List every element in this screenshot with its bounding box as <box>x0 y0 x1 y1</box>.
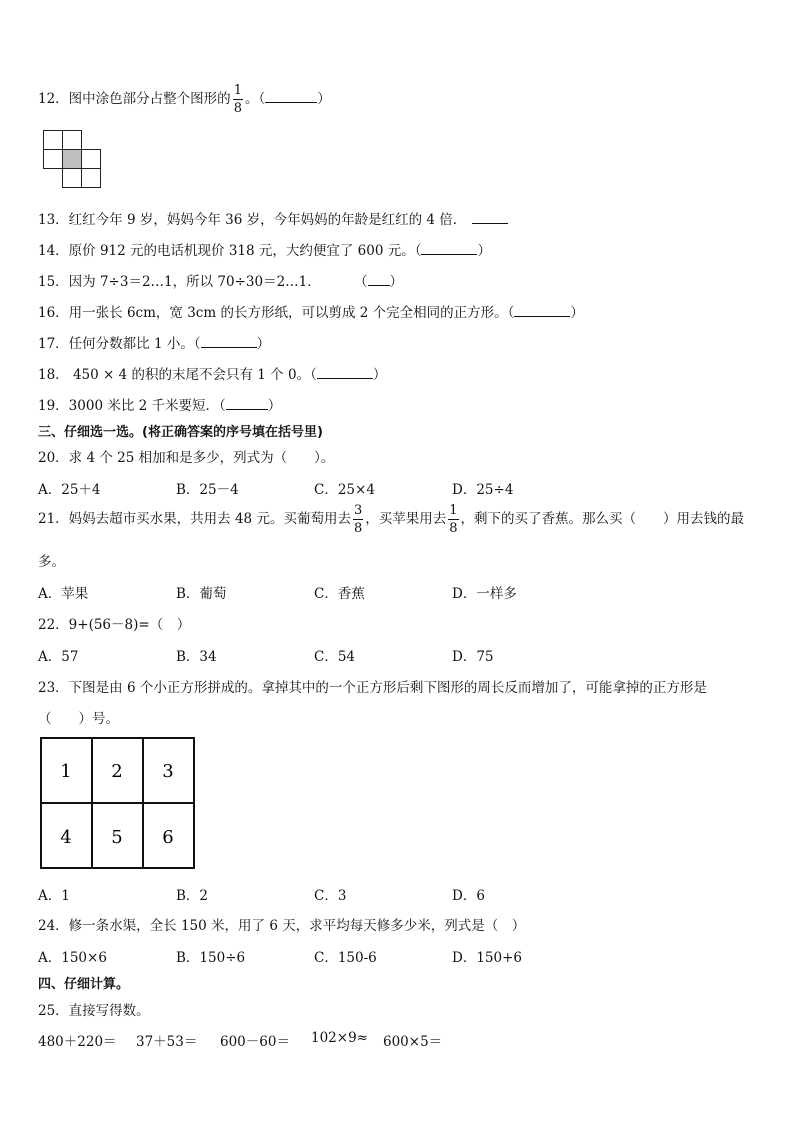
q23-six-squares-figure <box>40 737 196 871</box>
question-15 <box>38 270 403 290</box>
q20-option-b[interactable]: B．25－4 <box>176 482 239 498</box>
grid-square <box>44 150 63 169</box>
q25-item-3: 600－60＝ <box>220 1034 290 1050</box>
q24-option-d[interactable]: D．150+6 <box>452 950 522 966</box>
q25-item-2: 37＋53＝ <box>136 1034 198 1050</box>
fraction-denominator: 8 <box>449 521 458 536</box>
question-18-text: 18． 450 × 4 的积的末尾不会只有 1 个 0。（ <box>38 367 317 383</box>
q23-option-d[interactable]: D．6 <box>452 888 485 904</box>
q25-item-4: 102×9≈ <box>311 1030 368 1046</box>
question-21-line2: 多。 <box>38 554 65 570</box>
question-19-text: 19．3000 米比 2 千米要短．（ <box>38 398 226 414</box>
q21-option-a[interactable]: A．苹果 <box>38 586 89 602</box>
answer-blank[interactable] <box>226 397 268 410</box>
grid-square <box>82 150 101 169</box>
section-3-heading: 三、仔细选一选。(将正确答案的序号填在括号里) <box>38 425 323 440</box>
grid-square <box>63 169 82 188</box>
grid-square <box>63 131 82 150</box>
grid-square-shaded <box>63 150 82 169</box>
question-23: 23．下图是由 6 个小正方形拼成的。拿掉其中的一个正方形后剩下图形的周长反而增加了，可能拿掉的正方形是 <box>38 680 707 696</box>
square-label-6: 6 <box>162 827 174 848</box>
question-12-paren-open: 。（ <box>244 91 266 107</box>
q24-option-b[interactable]: B．150÷6 <box>176 950 246 966</box>
fraction-numerator: 1 <box>449 503 458 518</box>
question-17-paren-close: ） <box>256 336 271 352</box>
question-16-text: 16．用一张长 6cm，宽 3cm 的长方形纸，可以剪成 2 个完全相同的正方形。（ <box>38 305 515 321</box>
grid-square <box>44 131 63 150</box>
question-15-paren-open: （ <box>360 274 368 290</box>
q24-option-c[interactable]: C．150-6 <box>314 950 377 966</box>
question-19-paren-close: ） <box>267 398 282 414</box>
question-17-text: 17．任何分数都比 1 小。（ <box>38 336 201 352</box>
q24-option-a[interactable]: A．150×6 <box>38 950 107 966</box>
square-label-4: 4 <box>60 827 72 848</box>
answer-blank[interactable] <box>472 211 508 224</box>
q20-option-a[interactable]: A．25＋4 <box>38 482 101 498</box>
question-16-paren-close: ） <box>570 305 584 321</box>
q21-option-c[interactable]: C．香蕉 <box>314 586 365 602</box>
question-12-paren-close: ） <box>317 91 331 107</box>
square-label-1: 1 <box>60 761 72 782</box>
question-14 <box>38 239 491 259</box>
answer-blank[interactable] <box>317 366 373 379</box>
q23-option-b[interactable]: B．2 <box>176 888 209 904</box>
question-20: 20．求 4 个 25 相加和是多少，列式为（ ）。 <box>38 450 335 466</box>
q22-option-a[interactable]: A．57 <box>38 649 79 665</box>
fraction-one-eighth <box>233 84 243 115</box>
answer-blank[interactable] <box>201 335 257 348</box>
square-label-3: 3 <box>162 761 174 782</box>
question-15-paren-close: ） <box>389 274 404 290</box>
question-12-text: 12．图中涂色部分占整个图形的 <box>38 91 231 107</box>
question-19 <box>38 394 281 414</box>
q22-option-b[interactable]: B．34 <box>176 649 217 665</box>
q22-option-d[interactable]: D．75 <box>452 649 494 665</box>
fraction-one-eighth <box>448 504 458 535</box>
question-23-line2: （ ）号。 <box>38 711 119 727</box>
question-15-text: 15．因为 7÷3＝2…1，所以 70÷30＝2…1． <box>38 274 321 290</box>
q25-item-5: 600×5＝ <box>383 1034 443 1050</box>
answer-blank[interactable] <box>265 90 317 103</box>
question-24: 24．修一条水渠，全长 150 米，用了 6 天，求平均每天修多少米，列式是（ ） <box>38 918 526 934</box>
question-25: 25．直接写得数。 <box>38 1003 150 1019</box>
question-13-text: 13．红红今年 9 岁，妈妈今年 36 岁，今年妈妈的年龄是红红的 4 倍． <box>38 212 467 228</box>
q23-option-a[interactable]: A．1 <box>38 888 70 904</box>
square-label-5: 5 <box>111 827 123 848</box>
question-14-text: 14．原价 912 元的电话机现价 318 元，大约便宜了 600 元。（ <box>38 243 422 259</box>
question-16 <box>38 301 584 321</box>
question-21-text-part1: 21．妈妈去超市买水果，共用去 48 元。买葡萄用去 <box>38 511 351 527</box>
question-18-paren-close: ） <box>372 367 387 383</box>
question-21 <box>38 504 744 535</box>
question-18 <box>38 363 386 383</box>
q20-option-d[interactable]: D．25÷4 <box>452 482 514 498</box>
fraction-numerator: 3 <box>353 503 363 518</box>
fraction-denominator: 8 <box>233 101 242 116</box>
fraction-numerator: 1 <box>233 83 242 98</box>
answer-blank[interactable] <box>514 304 570 317</box>
q21-option-b[interactable]: B．葡萄 <box>176 586 227 602</box>
question-21-text-part2: ，买苹果用去 <box>365 511 447 527</box>
fraction-three-eighths <box>353 504 363 535</box>
q22-option-c[interactable]: C．54 <box>314 649 356 665</box>
question-12 <box>38 84 331 115</box>
q21-option-d[interactable]: D．一样多 <box>452 586 517 602</box>
grid-square <box>82 169 101 188</box>
q23-option-c[interactable]: C．3 <box>314 888 347 904</box>
question-17 <box>38 332 270 352</box>
q20-option-c[interactable]: C．25×4 <box>314 482 375 498</box>
q12-shaded-grid-figure <box>43 130 103 190</box>
answer-blank[interactable] <box>421 242 477 255</box>
question-21-text-part3: ，剩下的买了香蕉。那么买（ ）用去钱的最 <box>460 511 745 527</box>
fraction-denominator: 8 <box>353 521 363 536</box>
question-14-paren-close: ） <box>477 243 491 259</box>
question-22: 22．9+(56－8)=（ ） <box>38 617 191 633</box>
question-13 <box>38 208 508 228</box>
square-label-2: 2 <box>111 761 123 782</box>
q25-item-1: 480＋220＝ <box>38 1034 117 1050</box>
answer-blank[interactable] <box>368 273 390 286</box>
section-4-heading: 四、仔细计算。 <box>38 977 130 992</box>
